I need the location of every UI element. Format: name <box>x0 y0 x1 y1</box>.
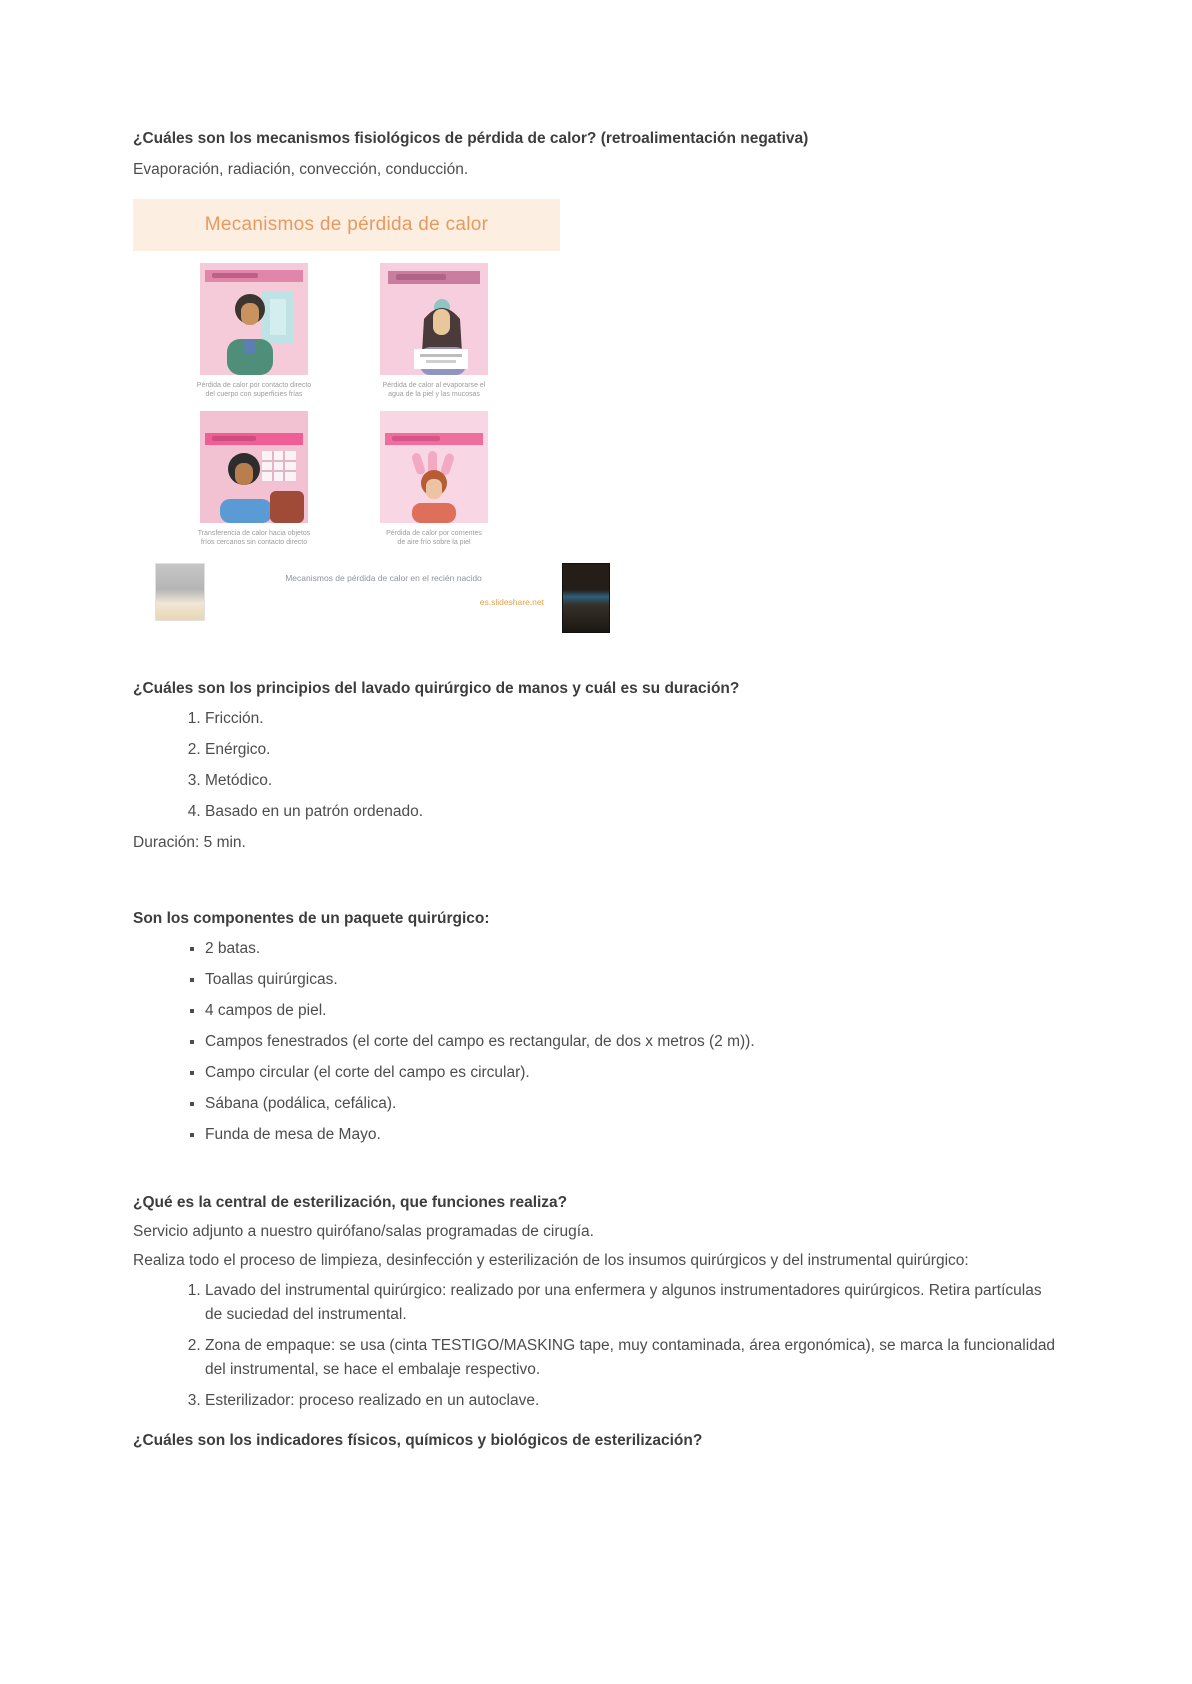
source-thumbnail-left <box>155 563 205 621</box>
sterilization-steps-list <box>133 1279 1059 1413</box>
question-heading-scrub-principles: ¿Cuáles son los principios del lavado quirúrgico de manos y cuál es su duración? <box>133 680 740 697</box>
list-item: ▪ Sábana (podálica, cefálica). <box>205 1092 1059 1116</box>
heat-loss-infographic <box>196 263 760 633</box>
card-caption <box>164 529 344 547</box>
infographic-cards-grid <box>196 263 760 547</box>
attribution-link[interactable]: es.slideshare.net <box>479 597 544 607</box>
card-caption <box>164 381 344 399</box>
card-caption-line: Transferencia de calor hacia objetos <box>197 530 311 537</box>
conduction-illustration <box>200 263 308 375</box>
card-caption-line: de aire frío sobre la piel <box>397 539 471 546</box>
question-heading-surgical-pack: Son los componentes de un paquete quirúrgico: <box>133 910 490 927</box>
question-heading-sterilization-indicators: ¿Cuáles son los indicadores físicos, químicos y biológicos de esterilización? <box>133 1432 703 1449</box>
convection-illustration <box>380 411 488 523</box>
infographic-card-convection <box>380 411 488 547</box>
highlighted-title-box <box>133 199 560 251</box>
card-caption-line: del cuerpo con superficies frías <box>205 391 303 398</box>
infographic-card-conduction <box>196 263 312 399</box>
list-item: ▪ 4 campos de piel. <box>205 999 1059 1023</box>
card-caption-line: agua de la piel y las mucosas <box>388 391 480 398</box>
question-heading-heat-loss: ¿Cuáles son los mecanismos fisiológicos de pérdida de calor? (retroalimentación negativa) <box>133 130 809 147</box>
scrub-duration: Duración: 5 min. <box>133 834 246 851</box>
radiation-illustration <box>200 411 308 523</box>
source-thumbnail-right <box>562 563 610 633</box>
attribution-row <box>155 563 610 633</box>
list-item: 3. Esterilizador: proceso realizado en un autoclave. <box>205 1389 1059 1413</box>
card-caption <box>344 381 524 399</box>
list-item: 2. Enérgico. <box>205 738 1059 762</box>
card-caption-line: Pérdida de calor por corrientes <box>386 530 482 537</box>
highlighted-title-text: Mecanismos de pérdida de calor <box>204 214 489 235</box>
list-item: ▪ 2 batas. <box>205 937 1059 961</box>
card-caption-line: Pérdida de calor al evaporarse el <box>382 382 486 389</box>
list-item: 1. Fricción. <box>205 707 1059 731</box>
list-item: ▪ Campos fenestrados (el corte del campo es rectangular, de dos x metros (2 m)). <box>205 1030 1059 1054</box>
card-caption-line: Pérdida de calor por contacto directo <box>196 382 312 389</box>
list-item: ▪ Funda de mesa de Mayo. <box>205 1123 1059 1147</box>
attribution-text-block <box>205 563 562 607</box>
list-item: 2. Zona de empaque: se usa (cinta TESTIGO/MASKING tape, muy contaminada, área ergonómica), se marca la funcionalidad del instrumental, se hace el embalaje respectivo. <box>205 1334 1059 1382</box>
scrub-principles-list <box>133 707 1059 824</box>
list-item: ▪ Campo circular (el corte del campo es circular). <box>205 1061 1059 1085</box>
list-item: 4. Basado en un patrón ordenado. <box>205 800 1059 824</box>
card-caption <box>344 529 524 547</box>
question-heading-sterilization-unit: ¿Qué es la central de esterilización, que funciones realiza? <box>133 1194 568 1211</box>
card-caption-line: fríos cercanos sin contacto directo <box>200 539 308 546</box>
list-item: ▪ Toallas quirúrgicas. <box>205 968 1059 992</box>
evaporation-illustration <box>380 263 488 375</box>
list-item: 3. Metódico. <box>205 769 1059 793</box>
answer-heat-loss: Evaporación, radiación, convección, conducción. <box>133 161 469 178</box>
surgical-pack-list <box>133 937 1059 1147</box>
list-item: 1. Lavado del instrumental quirúrgico: realizado por una enfermera y algunos instrumentadores quirúrgicos. Retira partículas de suciedad del instrumental. <box>205 1279 1059 1327</box>
infographic-card-evaporation <box>380 263 488 399</box>
attribution-text: Mecanismos de pérdida de calor en el recién nacido <box>285 573 482 583</box>
sterilization-intro-1: Servicio adjunto a nuestro quirófano/salas programadas de cirugía. <box>133 1223 594 1240</box>
infographic-card-radiation <box>197 411 311 547</box>
sterilization-intro-2: Realiza todo el proceso de limpieza, desinfección y esterilización de los insumos quirúrgicos y del instrumental quirúrgico: <box>133 1252 969 1269</box>
